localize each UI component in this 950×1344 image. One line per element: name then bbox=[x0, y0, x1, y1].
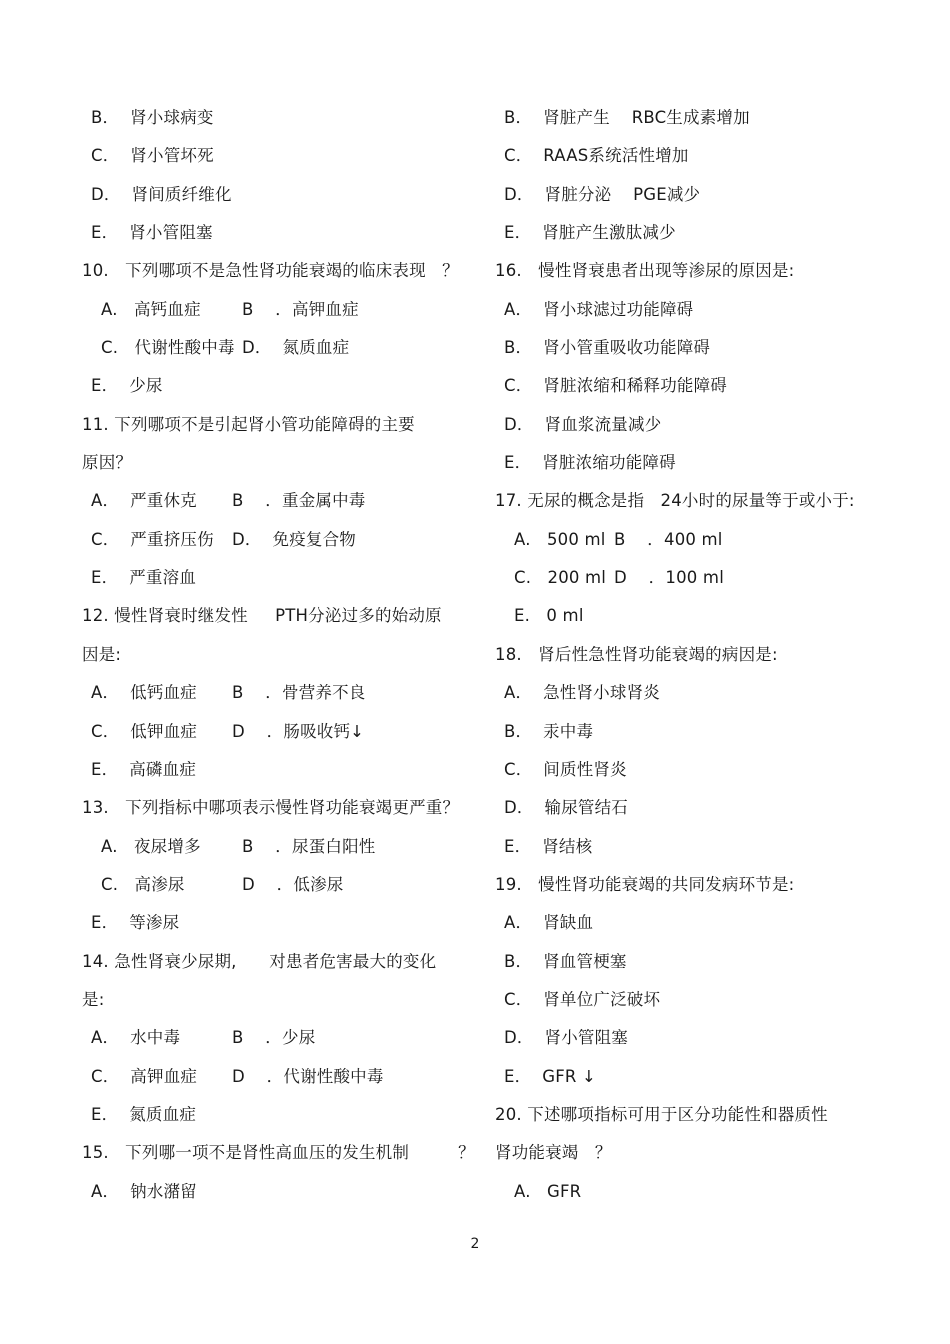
option-c: C． 间质性肾炎 bbox=[504, 759, 627, 779]
question-18: 18. 肾后性急性肾功能衰竭的病因是: bbox=[495, 644, 778, 664]
page-number: 2 bbox=[470, 1236, 480, 1252]
question-12-continued: 因是: bbox=[82, 644, 122, 664]
option-b: B ．尿蛋白阳性 bbox=[242, 836, 376, 856]
option-d: D． 免疫复合物 bbox=[232, 529, 356, 549]
option-b: B． 汞中毒 bbox=[504, 721, 594, 741]
option-c: C. 高渗尿 bbox=[101, 874, 185, 894]
option-d: D ．低渗尿 bbox=[242, 874, 344, 894]
option-row bbox=[82, 482, 482, 520]
option-d: D． 肾血浆流量减少 bbox=[504, 414, 662, 434]
option-a: A． 低钙血症 bbox=[91, 683, 197, 703]
option-c: C. 200 ml bbox=[514, 568, 607, 588]
option-row bbox=[82, 674, 482, 712]
option-b: B． 肾血管梗塞 bbox=[504, 951, 627, 971]
option-c: C． 高钾血症 bbox=[91, 1066, 198, 1086]
option-e: E． 氮质血症 bbox=[91, 1104, 197, 1124]
question-15: 15. 下列哪一项不是肾性高血压的发生机制 ？ bbox=[82, 1143, 475, 1163]
right-column bbox=[495, 99, 915, 1211]
option-line: E． 肾小管阻塞 bbox=[91, 223, 213, 243]
question-20: 20. 下述哪项指标可用于区分功能性和器质性 bbox=[495, 1104, 828, 1124]
option-row bbox=[82, 1019, 482, 1057]
option-e: E． 肾结核 bbox=[504, 836, 593, 856]
option-row bbox=[82, 1058, 482, 1096]
option-row bbox=[82, 713, 482, 751]
option-a: A． 水中毒 bbox=[91, 1028, 181, 1048]
option-c: C． 肾单位广泛破坏 bbox=[504, 989, 661, 1009]
question-17: 17. 无尿的概念是指 24小时的尿量等于或小于: bbox=[495, 491, 855, 511]
option-e: E． 等渗尿 bbox=[91, 913, 180, 933]
option-b: B ．重金属中毒 bbox=[232, 491, 366, 511]
option-row bbox=[82, 866, 482, 904]
option-row bbox=[82, 329, 482, 367]
option-line: D． 肾间质纤维化 bbox=[91, 184, 232, 204]
question-13: 13. 下列指标中哪项表示慢性肾功能衰竭更严重？ bbox=[82, 798, 460, 818]
option-b: B ．骨营养不良 bbox=[232, 683, 366, 703]
option-line: B． 肾脏产生 RBC生成素增加 bbox=[504, 108, 750, 127]
option-d: D ．代谢性酸中毒 bbox=[232, 1066, 384, 1086]
option-d: D． 肾小管阻塞 bbox=[504, 1028, 628, 1048]
option-d: D ．肠吸收钙↓ bbox=[232, 721, 365, 741]
option-b: B ．400 ml bbox=[614, 529, 723, 549]
option-c: C． 低钾血症 bbox=[91, 721, 198, 741]
option-e: E． 高磷血症 bbox=[91, 759, 197, 779]
option-line: C． 肾小管坏死 bbox=[91, 146, 214, 166]
option-line: E． 肾脏产生激肽减少 bbox=[504, 223, 676, 243]
option-e: E． 肾脏浓缩功能障碍 bbox=[504, 453, 676, 473]
option-c: C． 肾脏浓缩和稀释功能障碍 bbox=[504, 376, 728, 396]
question-14: 14. 急性肾衰少尿期, 对患者危害最大的变化 bbox=[82, 951, 437, 971]
option-c: C. 代谢性酸中毒 bbox=[101, 338, 235, 358]
question-12: 12. 慢性肾衰时继发性 PTH分泌过多的始动原 bbox=[82, 606, 442, 626]
option-d: D． 输尿管结石 bbox=[504, 798, 628, 818]
option-a: A． 肾缺血 bbox=[504, 913, 594, 933]
question-11-continued: 原因？ bbox=[82, 453, 133, 473]
option-row bbox=[495, 559, 915, 597]
option-d: D ．100 ml bbox=[614, 568, 724, 588]
question-20-continued: 肾功能衰竭 ？ bbox=[495, 1143, 612, 1163]
question-19: 19. 慢性肾功能衰竭的共同发病环节是: bbox=[495, 874, 795, 894]
option-e: E． 严重溶血 bbox=[91, 568, 197, 588]
option-a: A． 肾小球滤过功能障碍 bbox=[504, 299, 694, 319]
option-a: A． 钠水潴留 bbox=[91, 1181, 197, 1201]
option-line: B． 肾小球病变 bbox=[91, 108, 214, 127]
option-a: A. 高钙血症 bbox=[101, 299, 201, 319]
option-a: A. 500 ml bbox=[514, 529, 606, 549]
option-row bbox=[82, 521, 482, 559]
option-row bbox=[82, 291, 482, 329]
option-c: C． 严重挤压伤 bbox=[91, 529, 214, 549]
question-10: 10. 下列哪项不是急性肾功能衰竭的临床表现 ？ bbox=[82, 261, 459, 281]
question-14-continued: 是: bbox=[82, 989, 105, 1009]
option-a: A. 夜尿增多 bbox=[101, 836, 201, 856]
option-e: E. 0 ml bbox=[514, 606, 584, 626]
option-e: E． GFR ↓ bbox=[504, 1066, 597, 1086]
option-line: D． 肾脏分泌 PGE减少 bbox=[504, 184, 701, 204]
option-line: C． RAAS系统活性增加 bbox=[504, 146, 689, 166]
option-b: B． 肾小管重吸收功能障碍 bbox=[504, 338, 711, 358]
question-11: 11. 下列哪项不是引起肾小管功能障碍的主要 bbox=[82, 414, 415, 434]
option-d: D． 氮质血症 bbox=[242, 338, 350, 358]
left-column bbox=[82, 99, 482, 1211]
option-b: B ．高钾血症 bbox=[242, 299, 359, 319]
option-a: A. GFR bbox=[514, 1181, 582, 1201]
option-row bbox=[495, 521, 915, 559]
option-b: B ．少尿 bbox=[232, 1028, 316, 1048]
option-row bbox=[82, 828, 482, 866]
option-e: E． 少尿 bbox=[91, 376, 163, 396]
option-a: A． 严重休克 bbox=[91, 491, 197, 511]
option-a: A． 急性肾小球肾炎 bbox=[504, 683, 660, 703]
question-16: 16. 慢性肾衰患者出现等渗尿的原因是: bbox=[495, 261, 795, 281]
